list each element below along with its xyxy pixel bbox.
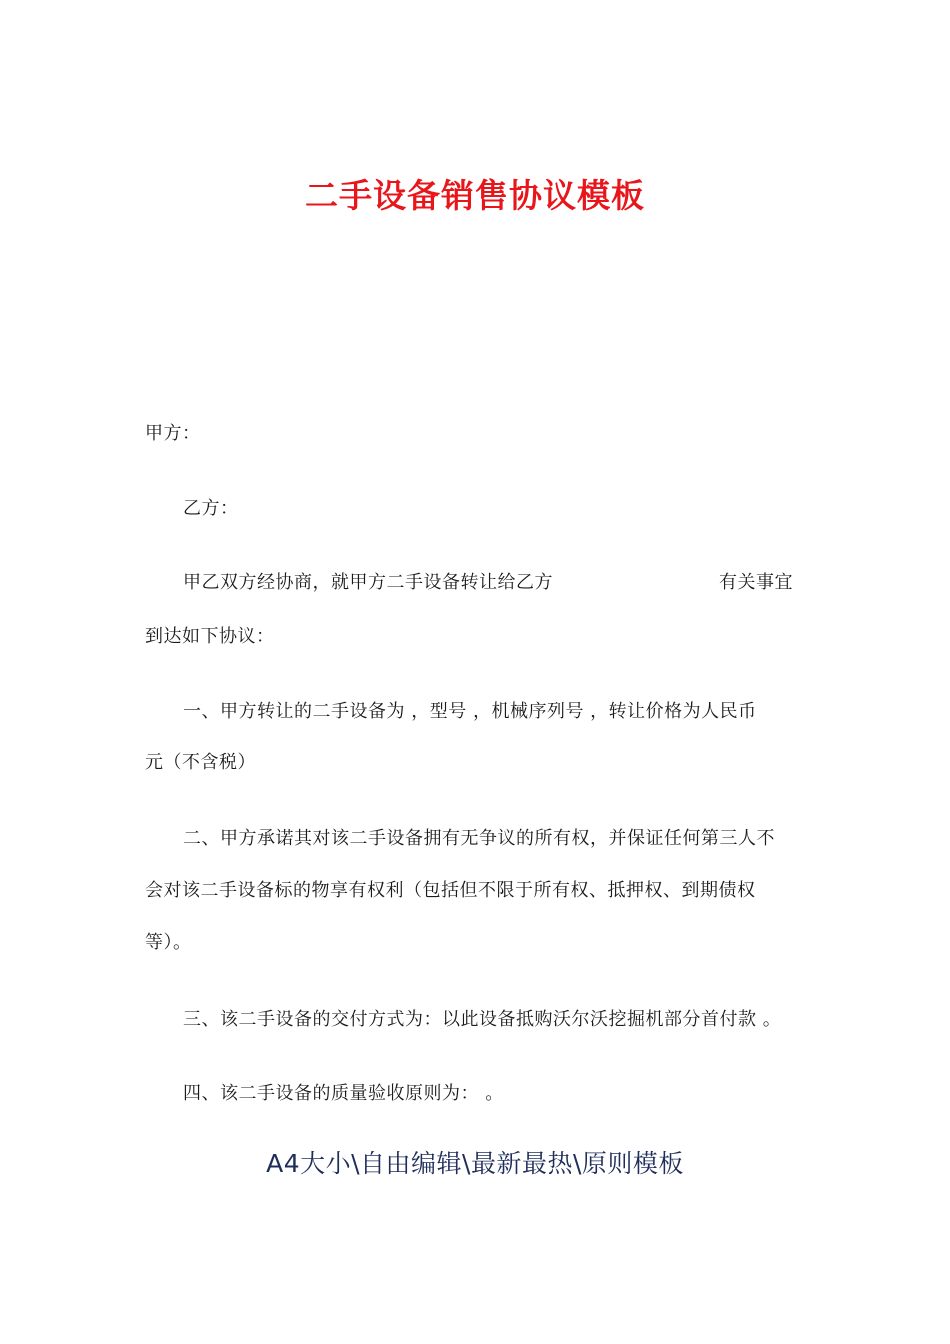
clause-2-line-3: 等）。 [145, 932, 192, 953]
clause-1-line-1: 一、甲方转让的二手设备为 ，型号 ，机械序列号 ，转让价格为人民币 [183, 701, 757, 722]
party-a-label: 甲方： [145, 423, 201, 444]
intro-line-1-right: 有关事宜 [719, 572, 793, 593]
clause-2-line-1: 二、甲方承诺其对该二手设备拥有无争议的所有权，并保证任何第三人不 [183, 828, 775, 849]
intro-line-2: 到达如下协议： [145, 626, 275, 647]
document-title: 二手设备销售协议模板 [305, 176, 645, 215]
clause-3: 三、该二手设备的交付方式为：以此设备抵购沃尔沃挖掘机部分首付款 。 [183, 1009, 782, 1030]
intro-line-1-left: 甲乙双方经协商，就甲方二手设备转让给乙方 [183, 572, 553, 593]
clause-4: 四、该二手设备的质量验收原则为： 。 [183, 1083, 504, 1104]
footer-banner: A4大小\自由编辑\最新最热\原则模板 [266, 1149, 684, 1178]
party-b-label: 乙方： [183, 498, 239, 519]
clause-2-line-2: 会对该二手设备标的物享有权利（包括但不限于所有权、抵押权、到期债权 [145, 880, 756, 901]
clause-1-line-2: 元（不含税） [145, 752, 256, 773]
